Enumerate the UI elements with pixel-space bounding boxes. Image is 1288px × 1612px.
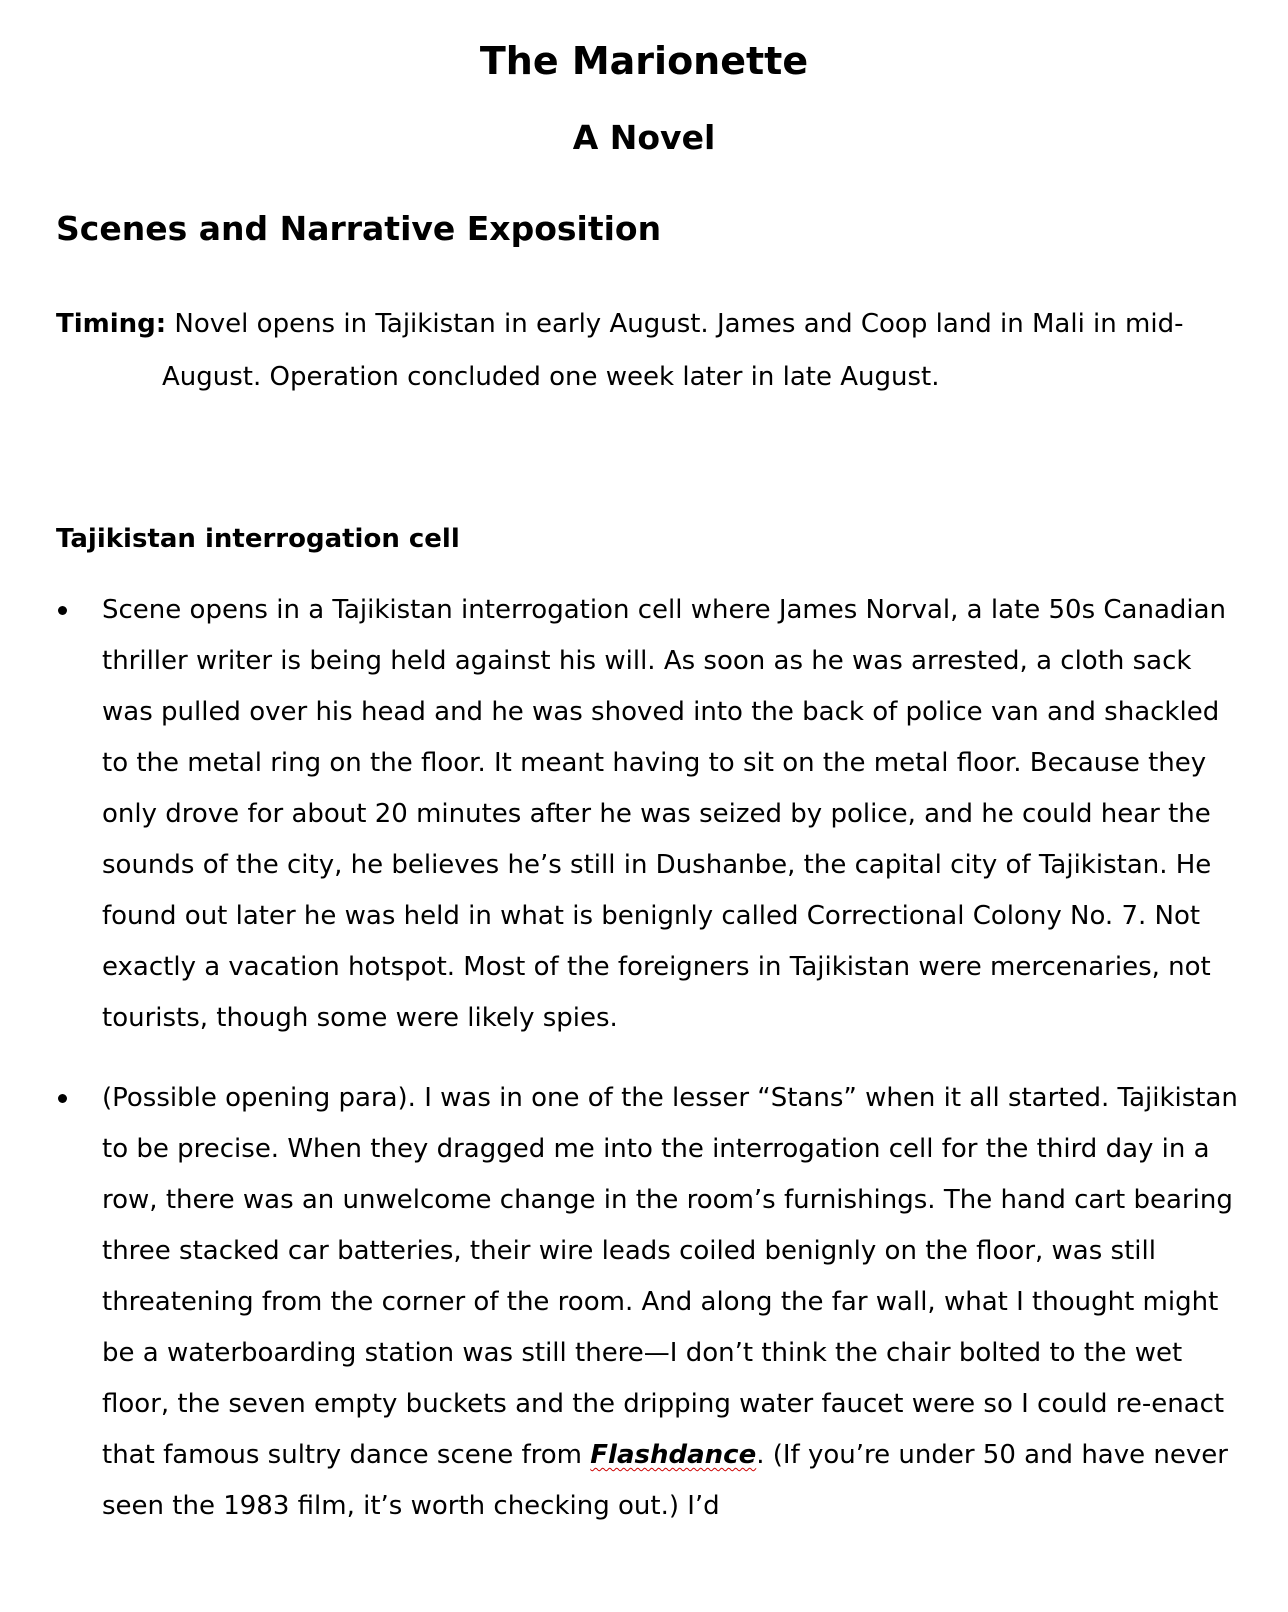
document-subtitle: A Novel (572, 118, 716, 157)
list-item[interactable] (56, 1073, 1246, 1532)
film-title: Flashdance (590, 1440, 757, 1470)
bullet-icon (58, 606, 67, 615)
bullet-text-after: . (If you’re under 50 and have never seen the 1983 film, it’s worth checking out.) I’d (102, 1440, 1228, 1521)
document-title: The Marionette (479, 39, 809, 83)
timing-paragraph[interactable] (56, 298, 1246, 404)
timing-label: Timing: (56, 309, 167, 339)
bullet-text-before: (Possible opening para). I was in one of the lesser “Stans” when it all started. Tajikistan to be precise. When they dragged me into the interrogation cell for the third day in a row, there was an unwelcome change in the room’s furnishings. The hand cart bearing three stacked car batteries, their wire leads coiled benignly on the floor, was still threatening from the corner of the room. And along the far wall, what I thought might be a waterboarding station was still there—I don’t think the chair bolted to the wet floor, the seven empty buckets and the dripping water faucet were so I could re-enact that famous sultry dance scene from (102, 1083, 1238, 1470)
bullet-icon (58, 1094, 67, 1103)
bullet-text: Scene opens in a Tajikistan interrogation cell where James Norval, a late 50s Canadian thriller writer is being held against his will. As soon as he was arrested, a cloth sack was pulled over his head and he was shoved into the back of police van and shackled to the metal ring on the floor. It meant having to sit on the metal floor. Because they only drove for about 20 minutes after he was seized by police, and he could hear the sounds of the city, he believes he’s still in Dushanbe, the capital city of Tajikistan. He found out later he was held in what is benignly called Correctional Colony No. 7. Not exactly a vacation hotspot. Most of the foreigners in Tajikistan were mercenaries, not tourists, though some were likely spies. (102, 595, 1227, 1033)
timing-text: Novel opens in Tajikistan in early August. James and Coop land in Mali in mid-August. Operation concluded one week later in late August. (162, 309, 1184, 392)
section-heading: Scenes and Narrative Exposition (56, 209, 662, 248)
scene-heading: Tajikistan interrogation cell (56, 524, 460, 554)
bullet-list (56, 585, 1246, 1532)
list-item[interactable] (56, 585, 1246, 1044)
